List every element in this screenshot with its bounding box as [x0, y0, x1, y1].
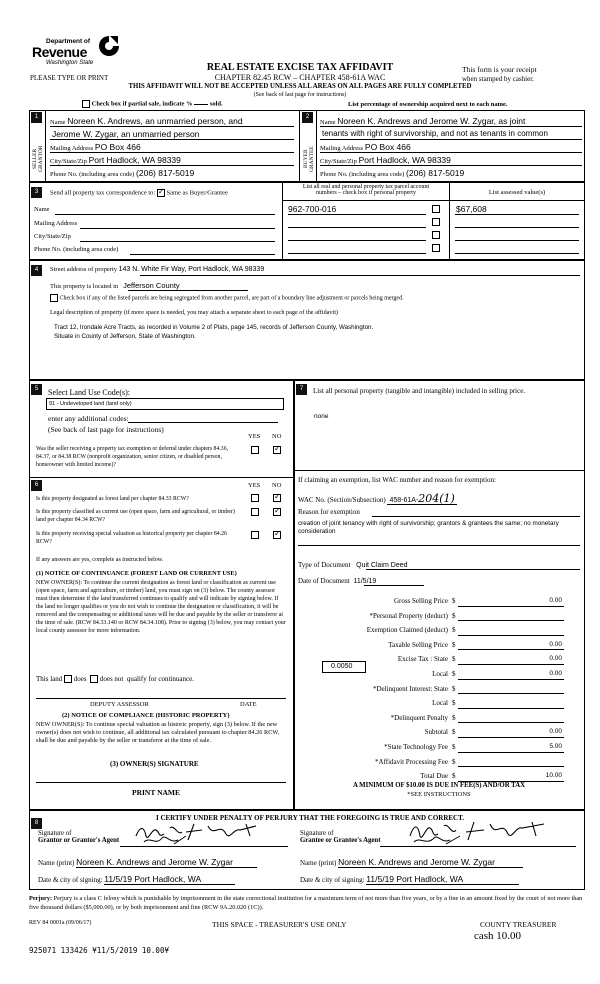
fee-line-value[interactable]: 0.00	[549, 670, 562, 677]
dollar-sign: $	[452, 757, 456, 766]
grantee-name-row: Name (print) Noreen K. Andrews and Jerome W. Zygar	[300, 857, 523, 867]
legal-line-2[interactable]: Situate in County of Jefferson, State of Washington.	[54, 333, 196, 340]
section-6-badge: 6	[31, 480, 42, 491]
land-use-see-back: (See back of last page for instructions)	[48, 425, 164, 434]
seller-phone-row: Phone No. (including area code) (206) 817-5019	[50, 168, 195, 178]
forest-no-checkbox[interactable]	[273, 494, 281, 502]
street-row: Street address of property 143 N. White Fir Way, Port Hadlock, WA 98339	[50, 266, 265, 273]
current-use-no-checkbox[interactable]	[273, 508, 281, 516]
doc-date-row: Date of Document 11/5/19	[298, 577, 377, 585]
ownership-note: List percentage of ownership acquired next to each name.	[348, 101, 508, 108]
partial-sale-checkbox[interactable]	[82, 100, 90, 108]
seller-city-row: City/State/Zip Port Hadlock, WA 98339	[50, 155, 181, 165]
buyer-mailing[interactable]: PO Box 466	[364, 142, 411, 152]
personal-property-value[interactable]: none	[314, 413, 329, 420]
tc-city-label: City/State/Zip	[34, 233, 71, 240]
fee-line-label: Taxable Selling Price	[388, 640, 448, 649]
dollar-sign: $	[452, 713, 456, 722]
yes-header: YES	[248, 433, 261, 440]
exemption-yes-checkbox[interactable]	[251, 446, 259, 454]
dollar-sign: $	[452, 655, 456, 664]
print-name-label: PRINT NAME	[132, 788, 180, 797]
fee-line-underline	[458, 693, 564, 694]
personal-property-label: List all personal property (tangible and intangible) included in selling price.	[313, 387, 526, 395]
seller-side-label: SELLER GRANTOR	[32, 145, 44, 173]
personal-property-checkbox[interactable]	[432, 205, 440, 213]
fee-line-underline	[458, 649, 564, 650]
seller-name-line2[interactable]: Jerome W. Zygar, an unmarried person	[52, 129, 200, 139]
fee-line-value[interactable]: 10.00	[545, 772, 562, 780]
section-3-badge: 3	[31, 187, 42, 198]
owner-signature-label: (3) OWNER(S) SIGNATURE	[110, 760, 199, 768]
form-number: REV 84 0001a (09/06/17)	[29, 920, 92, 926]
form-statute: CHAPTER 82.45 RCW – CHAPTER 458-61A WAC	[214, 73, 386, 82]
agency-name-text: Revenue	[32, 44, 87, 60]
fee-line-label: Local	[432, 699, 448, 708]
land-does-not-checkbox[interactable]	[90, 675, 98, 683]
segregation-checkbox[interactable]	[50, 294, 58, 302]
form-title: REAL ESTATE EXCISE TAX AFFIDAVIT	[206, 62, 394, 73]
perjury-notice: Perjury: Perjury is a class C felony which is punishable by imprisonment in the state correctional institution for a maximum term of not more than five years, or by a fine in an amount fixed by the court of not more than five thousand dollars ($5,000.00), or by both imprisonment and fine (RCW 9A.20.020 (1C)).	[29, 895, 583, 911]
dollar-sign: $	[452, 684, 456, 693]
form-warning: THIS AFFIDAVIT WILL NOT BE ACCEPTED UNLESS ALL AREAS ON ALL PAGES ARE FULLY COMPLETED	[128, 83, 472, 90]
legal-label: Legal description of property (if more space is needed, you may attach a separate sheet to each page of the affidavit)	[50, 309, 338, 316]
buyer-phone[interactable]: (206) 817-5019	[406, 168, 465, 178]
no-header: NO	[272, 433, 282, 440]
buyer-name-row: Name Noreen K. Andrews and Jerome W. Zygar, as joint	[320, 116, 526, 126]
buyer-name-line1[interactable]: Noreen K. Andrews and Jerome W. Zygar, as joint	[337, 116, 526, 126]
dollar-sign: $	[452, 611, 456, 620]
fee-line-underline	[458, 664, 564, 665]
fee-line-underline	[458, 752, 564, 753]
fee-line-label: Subtotal	[424, 728, 448, 737]
reason-label: Reason for exemption	[298, 508, 360, 516]
deputy-assessor-label: DEPUTY ASSESSOR	[90, 701, 149, 708]
dollar-sign: $	[452, 743, 456, 751]
land-use-code-field[interactable]: 91 - Undeveloped land (land only)	[46, 398, 284, 410]
dollar-sign: $	[452, 670, 456, 678]
parcel-header: List all real and personal property tax parcel account numbers – check box if personal property	[302, 184, 430, 196]
assessed-header: List assessed value(s)	[488, 189, 546, 196]
dollar-sign: $	[452, 772, 456, 781]
grantee-print-name[interactable]: Noreen K. Andrews and Jerome W. Zygar	[338, 857, 523, 868]
notice-compliance-body: NEW OWNER(S): To continue special valuation as historic property, sign (3) below. If the new owner(s) does not wish to continue, all additional tax calculated pursuant to chapter 84.26 RCW, shall be due and payable by the seller or transferor at the time of sale.	[36, 721, 280, 744]
certify-statement: I CERTIFY UNDER PENALTY OF PERJURY THAT THE FOREGOING IS TRUE AND CORRECT.	[155, 814, 464, 822]
grantor-name-row: Name (print) Noreen K. Andrews and Jerome W. Zygar	[38, 857, 257, 867]
fee-line-underline	[458, 679, 564, 680]
tc-mailing-label: Mailing Address	[34, 220, 78, 227]
notice-compliance-title: (2) NOTICE OF COMPLIANCE (HISTORIC PROPERTY)	[62, 712, 230, 719]
fee-line-label: Total Due	[420, 772, 448, 781]
partial-sale-row	[82, 100, 223, 108]
buyer-side-label: BUYER GRANTEE	[303, 146, 315, 172]
tc-name-label: Name	[34, 206, 50, 213]
tax-correspondence-row: Send all property tax correspondence to: ✓ Same as Buyer/Grantee	[50, 189, 228, 197]
fee-line-value[interactable]: 5.00	[549, 743, 562, 750]
parcel-number[interactable]: 962-700-016	[288, 204, 337, 214]
grantor-print-name[interactable]: Noreen K. Andrews and Jerome W. Zygar	[76, 857, 257, 868]
property-county[interactable]: Jefferson County	[123, 281, 180, 290]
dollar-sign: $	[452, 640, 456, 649]
wa-seal-icon	[98, 34, 120, 58]
buyer-city[interactable]: Port Hadlock, WA 98339	[358, 155, 451, 165]
yes-header: YES	[248, 482, 261, 489]
fee-line-label: *Delinquent Penalty	[390, 713, 448, 722]
fee-line-value[interactable]: 0.00	[549, 655, 562, 663]
doc-type-value[interactable]: Quit Claim Deed	[356, 562, 408, 569]
property-street[interactable]: 143 N. White Fir Way, Port Hadlock, WA 98339	[118, 266, 265, 273]
seller-name-line1[interactable]: Noreen K. Andrews, an unmarried person, and	[67, 116, 243, 126]
current-use-question: Is this property classified as current use (open space, farm and agricultural, or timber) land per chapter 84.34 RCW?	[36, 509, 235, 523]
legal-line-1[interactable]: Tract 12, Irondale Acre Tracts, as recorded in Volume 2 of Plats, page 145, records of Jefferson County, Washington.	[54, 324, 374, 331]
receipt-note-2: when stamped by cashier.	[462, 75, 534, 83]
agency-top-text: Department of	[46, 38, 91, 45]
buyer-mailing-row: Mailing Address PO Box 466	[320, 142, 411, 152]
same-as-buyer-checkbox[interactable]	[157, 189, 165, 197]
fee-line-underline	[458, 606, 564, 607]
fee-line-value[interactable]: 0.00	[549, 640, 562, 648]
grantee-sig-label: Signature of Grantee or Grantee's Agent	[300, 830, 381, 844]
fee-line-label: *Personal Property (deduct)	[369, 611, 448, 620]
fee-line-label: Gross Selling Price	[393, 597, 448, 605]
cash-note: cash 10.00	[474, 930, 522, 942]
fee-line-label: Excise Tax : State	[397, 655, 448, 664]
section-8-badge: 8	[31, 818, 42, 829]
reason-value[interactable]: creation of joint tenancy with right of survivorship; grantors & grantees the same; no monetary consideration	[298, 520, 559, 535]
grantor-date-city[interactable]: 11/5/19 Port Hadlock, WA	[104, 874, 235, 885]
treasurer-space-label: THIS SPACE - TREASURER'S USE ONLY	[212, 920, 347, 929]
dollar-sign: $	[452, 728, 456, 737]
buyer-city-row: City/State/Zip Port Hadlock, WA 98339	[320, 155, 451, 165]
seller-phone[interactable]: (206) 817-5019	[136, 168, 195, 178]
dollar-sign: $	[452, 626, 456, 635]
wac-row: WAC No. (Section/Subsection) 458-61A-204(1)	[298, 492, 455, 505]
seller-mailing-row: Mailing Address PO Box 466	[50, 142, 141, 152]
buyer-phone-row: Phone No. (including area code) (206) 817-5019	[320, 168, 465, 178]
fee-line-label: Exemption Claimed (deduct)	[366, 626, 448, 635]
partial-sale-label: Check box if partial sale, indicate %	[91, 100, 193, 108]
section-7-badge: 7	[296, 384, 307, 395]
historic-yes-checkbox[interactable]	[251, 531, 259, 539]
fee-line-value[interactable]: 0.00	[549, 597, 562, 604]
fee-line-underline	[458, 635, 564, 636]
section-4-badge: 4	[31, 265, 42, 276]
doc-date-value[interactable]: 11/5/19	[353, 578, 377, 585]
grantee-date-row: Date & city of signing: 11/5/19 Port Hadlock, WA	[300, 874, 519, 884]
fee-line-label: *State Technology Fee	[384, 743, 448, 751]
dollar-sign: $	[452, 699, 456, 708]
no-header: NO	[272, 482, 282, 489]
if-yes-note: If any answers are yes, complete as instructed below.	[36, 557, 164, 563]
current-use-yes-checkbox[interactable]	[251, 508, 259, 516]
land-use-label: Select Land Use Code(s):	[48, 388, 130, 397]
grantor-date-row: Date & city of signing: 11/5/19 Port Hadlock, WA	[38, 874, 235, 884]
continuance-row: This land does does not qualify for continuance.	[36, 675, 194, 683]
grantee-date-city[interactable]: 11/5/19 Port Hadlock, WA	[366, 874, 519, 885]
parcel-row-1	[288, 204, 336, 214]
grantee-signature[interactable]	[404, 818, 564, 846]
notice-continuance-title: (1) NOTICE OF CONTINUANCE (FOREST LAND OR CURRENT USE)	[36, 570, 237, 577]
forest-land-question: Is this property designated as forest land per chapter 84.33 RCW?	[36, 496, 189, 502]
county-treasurer-label: COUNTY TREASURER	[480, 920, 557, 929]
exemption-question: Was the seller receiving a property tax exemption or deferral under chapters 84.36, 84.37, or 84.38 RCW (nonprofit organization, senior citizen, or disabled person, homeowner with limited income)?	[36, 446, 229, 468]
fee-line-label: *Affidavit Processing Fee	[375, 757, 448, 766]
buyer-name-line2[interactable]: tenants with right of survivorship, and not as tenants in common	[322, 129, 548, 138]
wac-number[interactable]: 458-61A-204(1)	[389, 492, 455, 505]
grantor-signature[interactable]	[130, 820, 280, 846]
notice-continuance-body: NEW OWNER(S): To continue the current designation as forest land or classification as current use (open space, farm and agriculture, or timber) land, you must sign on (3) below. The county assessor must then determine if the land transferred continues to qualify and will indicate by signing below. If the land no longer qualifies or you do not wish to continue the designation or classification, it will be removed and the compensating or additional taxes will be due and payable by the seller or transferor at the time of sale. (RCW 84.33.140 or RCW 84.34.108). Prior to signing (3) below, you may contact your local county assessor for more information.	[36, 580, 286, 634]
assessed-value[interactable]: $67,608	[456, 204, 487, 214]
section-2-badge: 2	[302, 112, 313, 123]
fee-line-underline	[458, 737, 564, 738]
personal-property-checkbox[interactable]	[432, 244, 440, 252]
historic-no-checkbox[interactable]	[273, 531, 281, 539]
local-rate-box[interactable]: 0.0050	[322, 661, 366, 673]
exemption-claim-label: If claiming an exemption, list WAC number and reason for exemption:	[298, 476, 496, 484]
section-5-badge: 5	[31, 384, 42, 395]
dollar-sign: $	[452, 597, 456, 605]
revenue-logo	[32, 34, 122, 70]
doc-type-row: Type of Document Quit Claim Deed	[298, 561, 408, 569]
seller-name-row: Name Noreen K. Andrews, an unmarried person, and	[50, 116, 243, 126]
agency-state-text: Washington State	[46, 60, 94, 66]
fee-line-label: Local	[432, 670, 448, 678]
see-instructions-note: *SEE INSTRUCTIONS	[407, 791, 471, 798]
fee-line-underline	[458, 766, 564, 767]
personal-property-checkbox[interactable]	[432, 218, 440, 226]
receipt-note-1: This form is your receipt	[462, 65, 537, 74]
fee-line-underline	[458, 708, 564, 709]
tc-phone-label: Phone No. (including area code)	[34, 246, 119, 253]
see-back-note: (See back of last page for instructions)	[253, 92, 347, 98]
section-4-box	[29, 260, 585, 380]
grantor-sig-label: Signature of Grantor or Grantor's Agent	[38, 830, 120, 844]
partial-sale-suffix: sold.	[209, 100, 223, 108]
personal-property-checkbox[interactable]	[432, 231, 440, 239]
minimum-fee-note: A MINIMUM OF $10.00 IS DUE IN FEE(S) AND/OR TAX	[352, 782, 526, 789]
exemption-no-checkbox[interactable]	[273, 446, 281, 454]
seller-city[interactable]: Port Hadlock, WA 98339	[88, 155, 181, 165]
county-row: This property is located in Jefferson County	[50, 281, 180, 290]
additional-codes-label: enter any additional codes:	[48, 414, 129, 423]
land-does-checkbox[interactable]	[64, 675, 72, 683]
historic-question: Is this property receiving special valuation as historical property per chapter 84.26 RCW?	[36, 531, 227, 545]
deputy-date-label: DATE	[240, 701, 257, 708]
receipt-stamp: 925071 133426 ¥11/5/2019 10.00¥	[29, 946, 169, 955]
fee-line-label: *Delinquent Interest: State	[372, 684, 448, 693]
fee-line-underline	[458, 620, 564, 621]
wac-handwritten: 204(1)	[418, 492, 455, 505]
section-1-badge: 1	[31, 112, 42, 123]
fee-line-value[interactable]: 0.00	[549, 728, 562, 736]
segregation-row: Check box if any of the listed parcels are being segregated from another parcel, are part of a boundary line adjustment or parcels being merged.	[50, 294, 404, 302]
print-instruction: PLEASE TYPE OR PRINT	[30, 74, 109, 82]
seller-mailing[interactable]: PO Box 466	[94, 142, 141, 152]
fee-line-underline	[458, 722, 564, 723]
forest-yes-checkbox[interactable]	[251, 494, 259, 502]
